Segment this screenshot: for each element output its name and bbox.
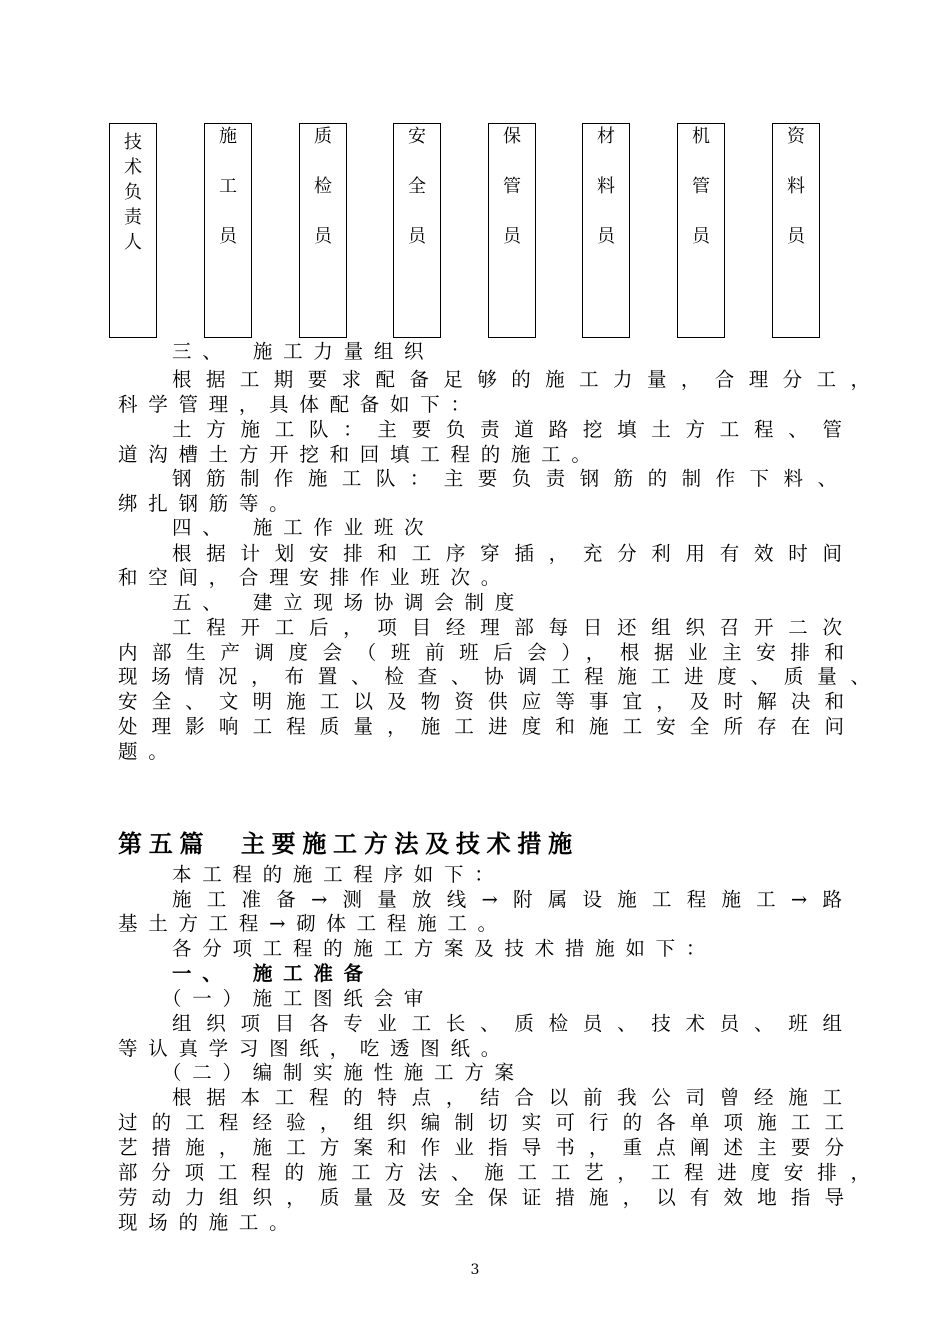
role-char: 员 [408, 226, 426, 247]
paragraph-line: 内部生产调度会（班前班后会），根据业主安排和 [118, 641, 844, 664]
role-char: 质 [314, 126, 332, 147]
paragraph-line: 工程开工后，项目经理部每日还组织召开二次 [172, 616, 842, 639]
section-heading-1: 一、 施工准备 [172, 962, 374, 985]
role-char: 保 [503, 126, 521, 147]
role-box-storekeeper [488, 123, 536, 338]
role-char: 资 [787, 126, 805, 147]
role-char: 员 [503, 226, 521, 247]
paragraph-line: 组织项目各专业工长、质检员、技术员、班组 [172, 1012, 842, 1035]
role-char: 料 [597, 176, 615, 197]
role-char: 施 [219, 126, 237, 147]
role-char: 员 [597, 226, 615, 247]
paragraph-line: 钢筋制作施工队：主要负责钢筋的制作下料、 [172, 467, 837, 490]
role-char: 员 [787, 226, 805, 247]
role-char: 术 [124, 157, 142, 178]
paragraph-line: 处理影响工程质量，施工进度和施工安全所存在问 [118, 715, 844, 738]
role-char: 员 [692, 226, 710, 247]
role-box-machinery-officer [677, 123, 725, 338]
role-char: 材 [597, 126, 615, 147]
role-char: 员 [219, 226, 237, 247]
role-char: 人 [124, 232, 142, 253]
role-box-material-officer [582, 123, 630, 338]
paragraph-line: 根据计划安排和工序穿插，充分利用有效时间 [172, 542, 842, 565]
section-heading-3: 三、 施工力量组织 [172, 340, 435, 363]
paragraph-line: 施工准备→测量放线→附属设施工程施工→路 [172, 888, 842, 911]
paragraph-line: 各分项工程的施工方案及技术措施如下： [172, 937, 717, 960]
paragraph-line: 道沟槽土方开挖和回填工程的施工。 [118, 443, 602, 466]
role-box-document-officer [772, 123, 820, 338]
paragraph-line: 等认真学习图纸，吃透图纸。 [118, 1037, 511, 1060]
role-char: 管 [692, 176, 710, 197]
section-heading-4: 四、 施工作业班次 [172, 516, 435, 539]
paragraph-line: 本工程的施工程序如下： [172, 863, 505, 886]
paragraph-line: 基土方工程→砌体工程施工。 [118, 912, 508, 935]
page-number: 3 [470, 1262, 480, 1278]
role-char: 检 [314, 176, 332, 197]
paragraph-line: 土方施工队：主要负责道路挖填土方工程、管 [172, 418, 842, 441]
paragraph-line: 安全、文明施工以及物资供应等事宜，及时解决和 [118, 690, 844, 713]
section-heading-5: 五、 建立现场协调会制度 [172, 591, 525, 614]
role-char: 负 [124, 182, 142, 203]
role-char: 料 [787, 176, 805, 197]
role-box-quality-inspector [299, 123, 347, 338]
subsection-heading-1: （一）施工图纸会审 [162, 987, 435, 1010]
role-box-safety-officer [393, 123, 441, 338]
subsection-heading-2: （二）编制实施性施工方案 [162, 1061, 525, 1084]
paragraph-line: 过的工程经验，组织编制切实可行的各单项施工工 [118, 1111, 844, 1134]
role-char: 责 [124, 207, 142, 228]
paragraph-line: 题。 [118, 740, 179, 763]
role-box-construction-worker [204, 123, 252, 338]
role-boxes-row [0, 0, 950, 345]
role-char: 工 [219, 176, 237, 197]
paragraph-line: 艺措施，施工方案和作业指导书，重点阐述主要分 [118, 1136, 844, 1159]
role-char: 管 [503, 176, 521, 197]
role-char: 安 [408, 126, 426, 147]
paragraph-line: 科学管理，具体配备如下： [118, 393, 481, 416]
paragraph-line: 根据工期要求配备足够的施工力量，合理分工， [172, 368, 870, 391]
paragraph-line: 绑扎钢筋等。 [118, 492, 300, 515]
paragraph-line: 根据本工程的特点，结合以前我公司曾经施工 [172, 1086, 842, 1109]
paragraph-line: 劳动力组织，质量及安全保证措施，以有效地指导 [118, 1186, 844, 1209]
role-box-technical-lead [109, 123, 157, 338]
paragraph-line: 和空间，合理安排作业班次。 [118, 566, 511, 589]
paragraph-line: 现场的施工。 [118, 1211, 300, 1234]
role-char: 技 [124, 132, 142, 153]
paragraph-line: 现场情况，布置、检查、协调工程施工进度、质量、 [118, 665, 870, 688]
paragraph-line: 部分项工程的施工方法、施工工艺，工程进度安排， [118, 1161, 870, 1184]
role-char: 全 [408, 176, 426, 197]
role-char: 机 [692, 126, 710, 147]
chapter-title: 第五篇 主要施工方法及技术措施 [118, 829, 579, 858]
role-char: 员 [314, 226, 332, 247]
